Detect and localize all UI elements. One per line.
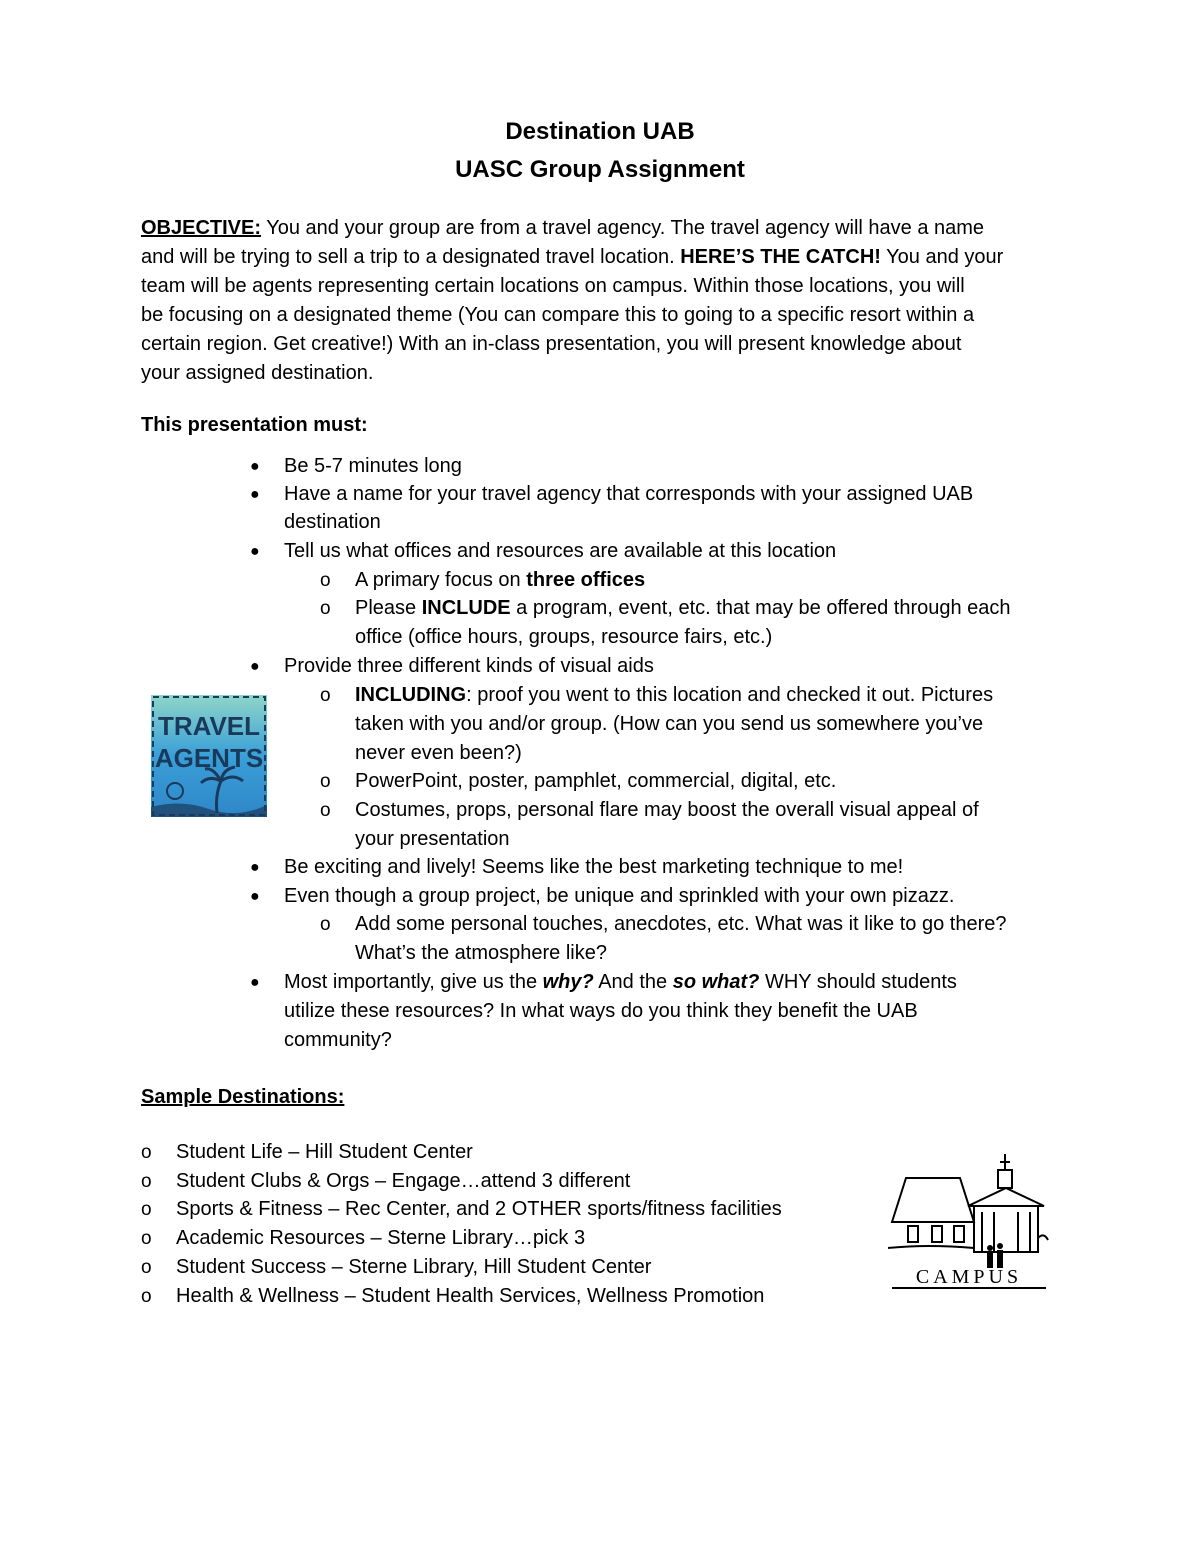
sub-bullet-icon: o bbox=[320, 771, 331, 792]
campus-label: CAMPUS bbox=[915, 1266, 1023, 1288]
sub-bullet-icon: o bbox=[141, 1286, 152, 1307]
sub-bullet-icon: o bbox=[141, 1171, 152, 1192]
sample-destinations-heading: Sample Destinations: bbox=[141, 1086, 345, 1108]
campus-building-image bbox=[888, 1148, 1050, 1290]
destination-item: Academic Resources – Sterne Library…pick 3 bbox=[176, 1227, 586, 1249]
objective-label: OBJECTIVE: bbox=[141, 217, 262, 239]
requirement-subitem: Costumes, props, personal flare may boost the overall visual appeal of bbox=[355, 799, 979, 821]
requirement-subitem-continued: your presentation bbox=[355, 828, 510, 850]
requirement-subitem-continued: office (office hours, groups, resource fairs, etc.) bbox=[355, 626, 773, 648]
sub-bullet-icon: o bbox=[141, 1199, 152, 1220]
requirement-subitem-continued: What’s the atmosphere like? bbox=[355, 942, 607, 964]
requirement-subitem: INCLUDING: proof you went to this location and checked it out. Pictures bbox=[355, 684, 994, 706]
objective-line-5: certain region. Get creative!) With an in-class presentation, you will present knowledge about bbox=[141, 333, 962, 355]
requirement-item: Even though a group project, be unique and sprinkled with your own pizazz. bbox=[284, 885, 955, 907]
destination-item: Student Life – Hill Student Center bbox=[176, 1141, 473, 1163]
travel-image-text-1: TRAVEL bbox=[157, 711, 261, 741]
travel-image-text-2: AGENTS bbox=[154, 743, 264, 773]
sub-bullet-icon: o bbox=[320, 570, 331, 591]
objective-line-6: your assigned destination. bbox=[141, 362, 374, 384]
requirement-item: Have a name for your travel agency that corresponds with your assigned UAB bbox=[284, 483, 974, 505]
requirement-item: Most importantly, give us the why? And the so what? WHY should students bbox=[284, 971, 957, 993]
requirement-subitem: PowerPoint, poster, pamphlet, commercial, digital, etc. bbox=[355, 770, 837, 792]
requirement-subitem: Add some personal touches, anecdotes, etc. What was it like to go there? bbox=[355, 913, 1007, 935]
destination-item: Student Success – Sterne Library, Hill Student Center bbox=[176, 1256, 652, 1278]
document-title: Destination UAB bbox=[505, 118, 695, 145]
sub-bullet-icon: o bbox=[320, 598, 331, 619]
requirement-item: Provide three different kinds of visual aids bbox=[284, 655, 654, 677]
sub-bullet-icon: o bbox=[320, 800, 331, 821]
sub-bullet-icon: o bbox=[320, 685, 331, 706]
bullet-icon: ● bbox=[250, 974, 260, 991]
objective-line-3: team will be agents representing certain locations on campus. Within those locations, you will bbox=[141, 275, 965, 297]
document-subtitle: UASC Group Assignment bbox=[455, 156, 745, 183]
requirement-item: Be exciting and lively! Seems like the best marketing technique to me! bbox=[284, 856, 904, 878]
travel-agents-image bbox=[151, 695, 267, 817]
bullet-icon: ● bbox=[250, 658, 260, 675]
objective-line-4: be focusing on a designated theme (You can compare this to going to a specific resort within a bbox=[141, 304, 975, 326]
requirement-subitem-continued: never even been?) bbox=[355, 742, 522, 764]
catch-emphasis: HERE’S THE CATCH! bbox=[680, 246, 881, 268]
destination-item: Health & Wellness – Student Health Services, Wellness Promotion bbox=[176, 1285, 765, 1307]
requirement-item: Be 5-7 minutes long bbox=[284, 455, 462, 477]
bullet-icon: ● bbox=[250, 458, 260, 475]
sub-bullet-icon: o bbox=[141, 1228, 152, 1249]
bullet-icon: ● bbox=[250, 486, 260, 503]
destination-item: Sports & Fitness – Rec Center, and 2 OTHER sports/fitness facilities bbox=[176, 1198, 782, 1220]
sub-bullet-icon: o bbox=[320, 914, 331, 935]
objective-line-2: and will be trying to sell a trip to a designated travel location. HERE’S THE CATCH! You and your bbox=[141, 246, 1004, 268]
requirement-subitem: Please INCLUDE a program, event, etc. that may be offered through each bbox=[355, 597, 1011, 619]
requirement-item-continued: utilize these resources? In what ways do you think they benefit the UAB bbox=[284, 1000, 918, 1022]
sub-bullet-icon: o bbox=[141, 1142, 152, 1163]
destination-item: Student Clubs & Orgs – Engage…attend 3 different bbox=[176, 1170, 631, 1192]
requirement-subitem-continued: taken with you and/or group. (How can you send us somewhere you’ve bbox=[355, 713, 984, 735]
requirement-item-continued: community? bbox=[284, 1029, 392, 1051]
requirement-item-continued: destination bbox=[284, 511, 381, 533]
bullet-icon: ● bbox=[250, 859, 260, 876]
requirement-subitem: A primary focus on three offices bbox=[355, 569, 646, 591]
requirements-heading: This presentation must: bbox=[141, 414, 368, 436]
bullet-icon: ● bbox=[250, 888, 260, 905]
objective-line-1: OBJECTIVE: You and your group are from a travel agency. The travel agency will have a name bbox=[141, 217, 985, 239]
sub-bullet-icon: o bbox=[141, 1257, 152, 1278]
requirement-item: Tell us what offices and resources are available at this location bbox=[284, 540, 837, 562]
bullet-icon: ● bbox=[250, 543, 260, 560]
